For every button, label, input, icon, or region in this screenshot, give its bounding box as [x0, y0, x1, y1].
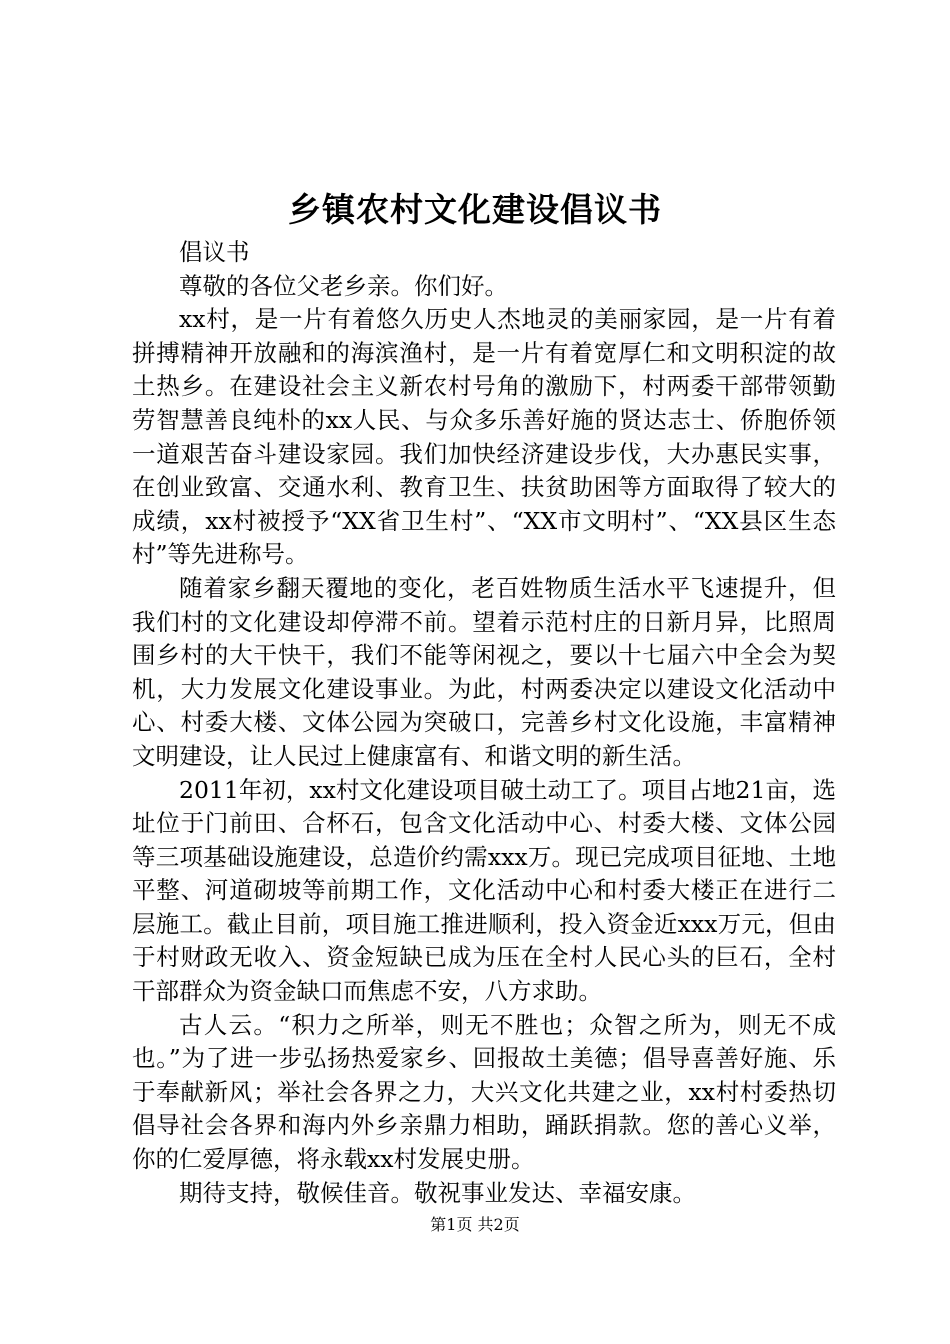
paragraph-project-status: 2011年初，xx村文化建设项目破土动工了。项目占地21亩，选址位于门前田、合杯石，包含文化活动中心、村委大楼、文体公园等三项基础设施建设，总造价约需xxx万。现已完成项目征地、土地平整、河道砌坡等前期工作，文化活动中心和村委大楼正在进行二层施工。截止目前，项目施工推进顺利，投入资金近xxx万元，但由于村财政无收入、资金短缺已成为压在全村人民心头的巨石，全村干部群众为资金缺口而焦虑不安，八方求助。 — [132, 775, 836, 1006]
paragraph-heading: 倡议书 — [179, 238, 250, 266]
paragraph-appeal: 古人云。“积力之所举，则无不胜也；众智之所为，则无不成也。”为了进一步弘扬热爱家乡、回报故土美德；倡导喜善好施、乐于奉献新风；举社会各界之力，大兴文化共建之业，xx村村委热切倡导社会各界和海内外乡亲鼎力相助，踊跃捐款。您的善心义举，你的仁爱厚德，将永载xx村发展史册。 — [132, 1010, 836, 1174]
document-title: 乡镇农村文化建设倡议书 — [288, 190, 662, 229]
page-footer: 第1页 共2页 — [430, 1215, 520, 1234]
paragraph-culture-lag: 随着家乡翻天覆地的变化，老百姓物质生活水平飞速提升，但我们村的文化建设却停滞不前。望着示范村庄的日新月异，比照周围乡村的大干快干，我们不能等闲视之，要以十七届六中全会为契机，大力发展文化建设事业。为此，村两委决定以建设文化活动中心、村委大楼、文体公园为突破口，完善乡村文化设施，丰富精神文明建设，让人民过上健康富有、和谐文明的新生活。 — [132, 573, 836, 770]
paragraph-village-intro: xx村，是一片有着悠久历史人杰地灵的美丽家园，是一片有着拼搏精神开放融和的海滨渔村，是一片有着宽厚仁和文明积淀的故土热乡。在建设社会主义新农村号角的激励下，村两委干部带领勤劳智慧善良纯朴的xx人民、与众多乐善好施的贤达志士、侨胞侨领一道艰苦奋斗建设家园。我们加快经济建设步伐，大办惠民实事，在创业致富、交通水利、教育卫生、扶贫助困等方面取得了较大的成绩，xx村被授予“XX省卫生村”、“XX市文明村”、“XX县区生态村”等先进称号。 — [132, 305, 836, 569]
paragraph-salutation: 尊敬的各位父老乡亲。你们好。 — [179, 271, 508, 300]
document-body — [132, 236, 836, 1210]
paragraph-closing: 期待支持，敬候佳音。敬祝事业发达、幸福安康。 — [179, 1178, 696, 1207]
